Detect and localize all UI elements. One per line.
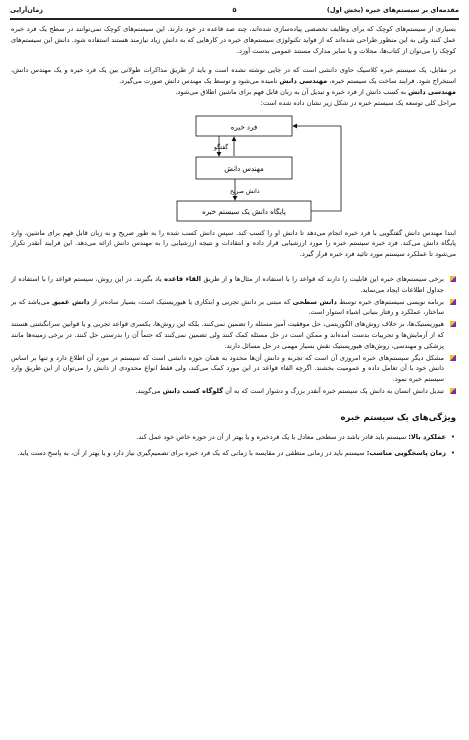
bullet-icon <box>450 388 456 394</box>
label-dialog: گفتگو <box>214 143 229 151</box>
box-engineer-label: مهندس دانش <box>224 164 264 173</box>
development-diagram <box>11 112 456 222</box>
paragraph-4: ابتدا مهندس دانش گفتگویی با فرد خبره انجام می‌دهد تا دانش او را کسب کند. سپس دانش کسب شده را به طور صریح و به زبان قابل فهم برای ماشین، وارد پایگاه دانش می‌کند. فرد خبره سیستم خبره را مورد ارزشیابی قرار داده و انتقادات و نتیجه ارزشیابی را به مهندس دانش ارائه می‌دهد. این فرایند آنقدر تکرار می‌شود تا عملکرد سیستم مورد تائید فرد خبره قرار گیرد. <box>11 228 456 259</box>
list-item <box>11 386 456 397</box>
paragraph-1: بسیاری از سیستم‌های کوچک که برای وظایف تخصصی پیاده‌سازی شده‌اند، چند صد قاعده در خود دارند. این سیستم‌های کوچک نمی‌توانند در سطح یک فرد خبره عمل کنند ولی به این منظور طراحی شده‌اند که از فواید تکنولوژی سیستم‌های خبره در کارهایی که به دانش زیاد نیازمند هستند استفاده شود. دانش این سیستم‌های کوچک را می‌توان از کتاب‌ها، مجلات و یا سایر مدارک مستند عمومی بدست آورد. <box>11 25 456 55</box>
box-kb-label: پایگاه دانش یک سیستم خبره <box>202 207 286 216</box>
list-item <box>11 432 456 443</box>
bullet-list <box>11 274 456 397</box>
bullet-bold: دانش سطحی <box>292 297 337 306</box>
bullet-icon <box>450 321 456 327</box>
header-title: مقدمه‌ای بر سیستم‌های خبره (بخش اول) <box>326 6 459 14</box>
bullet-text: می‌باشد که بر ساختار، عملکرد و رفتار بنیانی اشیاء استوار است. <box>11 297 444 317</box>
bullet-bold: القاء قاعده <box>164 274 202 283</box>
bullet-text: هیوریستیک‌ها، بر خلاف روش‌های الگوریتمی، حل موفقیت آمیز مسئله را تضمین نمی‌کنند. بلکه این روش‌ها، یکسری قواعد تجربی و یا قوانین سرانگشتی هستند که از آزمایش‌ها و تجربیات بدست آمده‌اند و ممکن است در حل مسئله کمک کنند ولی تضمین نمی‌کنند که حتماً آن را بدرستی حل کنند. در برخی زمینه‌ها مانند پزشکی و مهندسی، روش‌های هیوریستیک نقش بسیار مهمی در حل مسائل دارند. <box>11 320 444 350</box>
bullet-text: تبدیل دانش انسان به دانش یک سیستم خبره آنقدر بزرگ و دشوار است که به آن <box>225 386 444 395</box>
list-item <box>11 274 456 296</box>
page-header <box>10 4 459 18</box>
feature-text: سیستم باید در زمانی منطقی در مقایسه با زمانی که یک فرد خبره برای تصمیم‌گیری نیاز دارد و یا بهتر از آن، به پاسخ دست یابد. <box>17 449 365 458</box>
bullet-text: مشکل دیگر سیستم‌های خبره امروزی آن است که تجربه و دانش آن‌ها محدود به همان حوزه دانشی است که سیستم در مورد آن اطلاع دارد و تنها بر اساس دانش خود با آن تعامل داده و عمومیت بخشند. اگرچه القاء قواعد در این مورد کمک می‌کند، ولی فقط انواع محدودی از دانش را می‌توان از این طریق وارد سیستم خبره نمود. <box>11 353 444 384</box>
list-item <box>11 353 456 385</box>
paragraph-2-bold: مهندسی دانش <box>279 77 328 86</box>
bullet-text: یاد بگیرند. در این روش، سیستم قواعد را با استفاده از جداول اطلاعات ایجاد می‌نماید. <box>11 274 444 294</box>
feature-label: عملکرد بالا: <box>408 432 446 441</box>
bullet-bold: گلوگاه کسب دانش <box>162 386 224 395</box>
bullet-dot-icon: • <box>450 432 455 441</box>
paragraph-2-text-b: نامیده می‌شود و توسط یک مهندس دانش صورت می‌گیرد. <box>119 77 278 86</box>
paragraph-3-text-a: به کسب دانش از فرد خبره و تبدیل آن به زبان قابل فهم برای ماشین اطلاق می‌شود. <box>175 87 407 96</box>
page-number: ۵ <box>232 6 237 14</box>
bullet-icon <box>450 299 456 305</box>
bullet-dot-icon: • <box>450 449 455 458</box>
feature-list <box>11 432 456 460</box>
list-item <box>11 297 456 319</box>
bullet-bold: دانش عمیق <box>51 297 90 306</box>
feature-text: سیستم باید قادر باشد در سطحی معادل با یک فردخبره و یا بهتر از آن در حوزه خاص خود عمل کند. <box>136 432 407 441</box>
feature-label: زمان پاسخگویی مناسب: <box>366 449 446 458</box>
header-rule <box>10 18 459 20</box>
arrow-kb-to-expert <box>293 126 341 211</box>
bullet-text: برخی سیستم‌های خبره این قابلیت را دارند که قواعد را با استفاده از مثال‌ها و از طریق <box>203 274 445 283</box>
paragraph-3 <box>11 87 456 98</box>
bullet-text: که مبتنی بر دانش تجربی و ابتکاری یا هیوریستیک است، بسیار ساده‌تر از <box>91 297 291 306</box>
list-item <box>11 448 456 459</box>
diagram-svg <box>11 112 456 222</box>
page-body <box>11 24 456 465</box>
bullet-text: برنامه نویسی سیستم‌های خبره توسط <box>339 297 444 306</box>
box-expert-label: فرد خبره <box>230 123 258 132</box>
paragraph-3b: مراحل کلی توسعه یک سیستم خبره در شکل زیر نشان داده شده است: <box>260 98 456 107</box>
paragraph-3-bold: مهندسی دانش <box>408 87 456 96</box>
bullet-icon <box>450 355 456 361</box>
section-title: ویژگی‌های یک سیستم خبره <box>340 412 456 423</box>
label-explicit-knowledge: دانش صریح <box>230 187 260 195</box>
list-item <box>11 319 456 351</box>
header-left-text: زمان‌آرایی <box>10 6 43 14</box>
paragraph-2-text-a: در مقابل، یک سیستم خبره کلاسیک حاوی دانشی است که در جایی نوشته نشده است و باید از طریق مذاکرات طولانی بین یک فرد خبره و یک مهندس دانش، استخراج شود. فرایند ساخت یک سیستم خبره، <box>11 66 456 86</box>
paragraph-2 <box>11 65 456 87</box>
bullet-icon <box>450 276 456 282</box>
bullet-text: می‌گویند. <box>135 386 161 395</box>
